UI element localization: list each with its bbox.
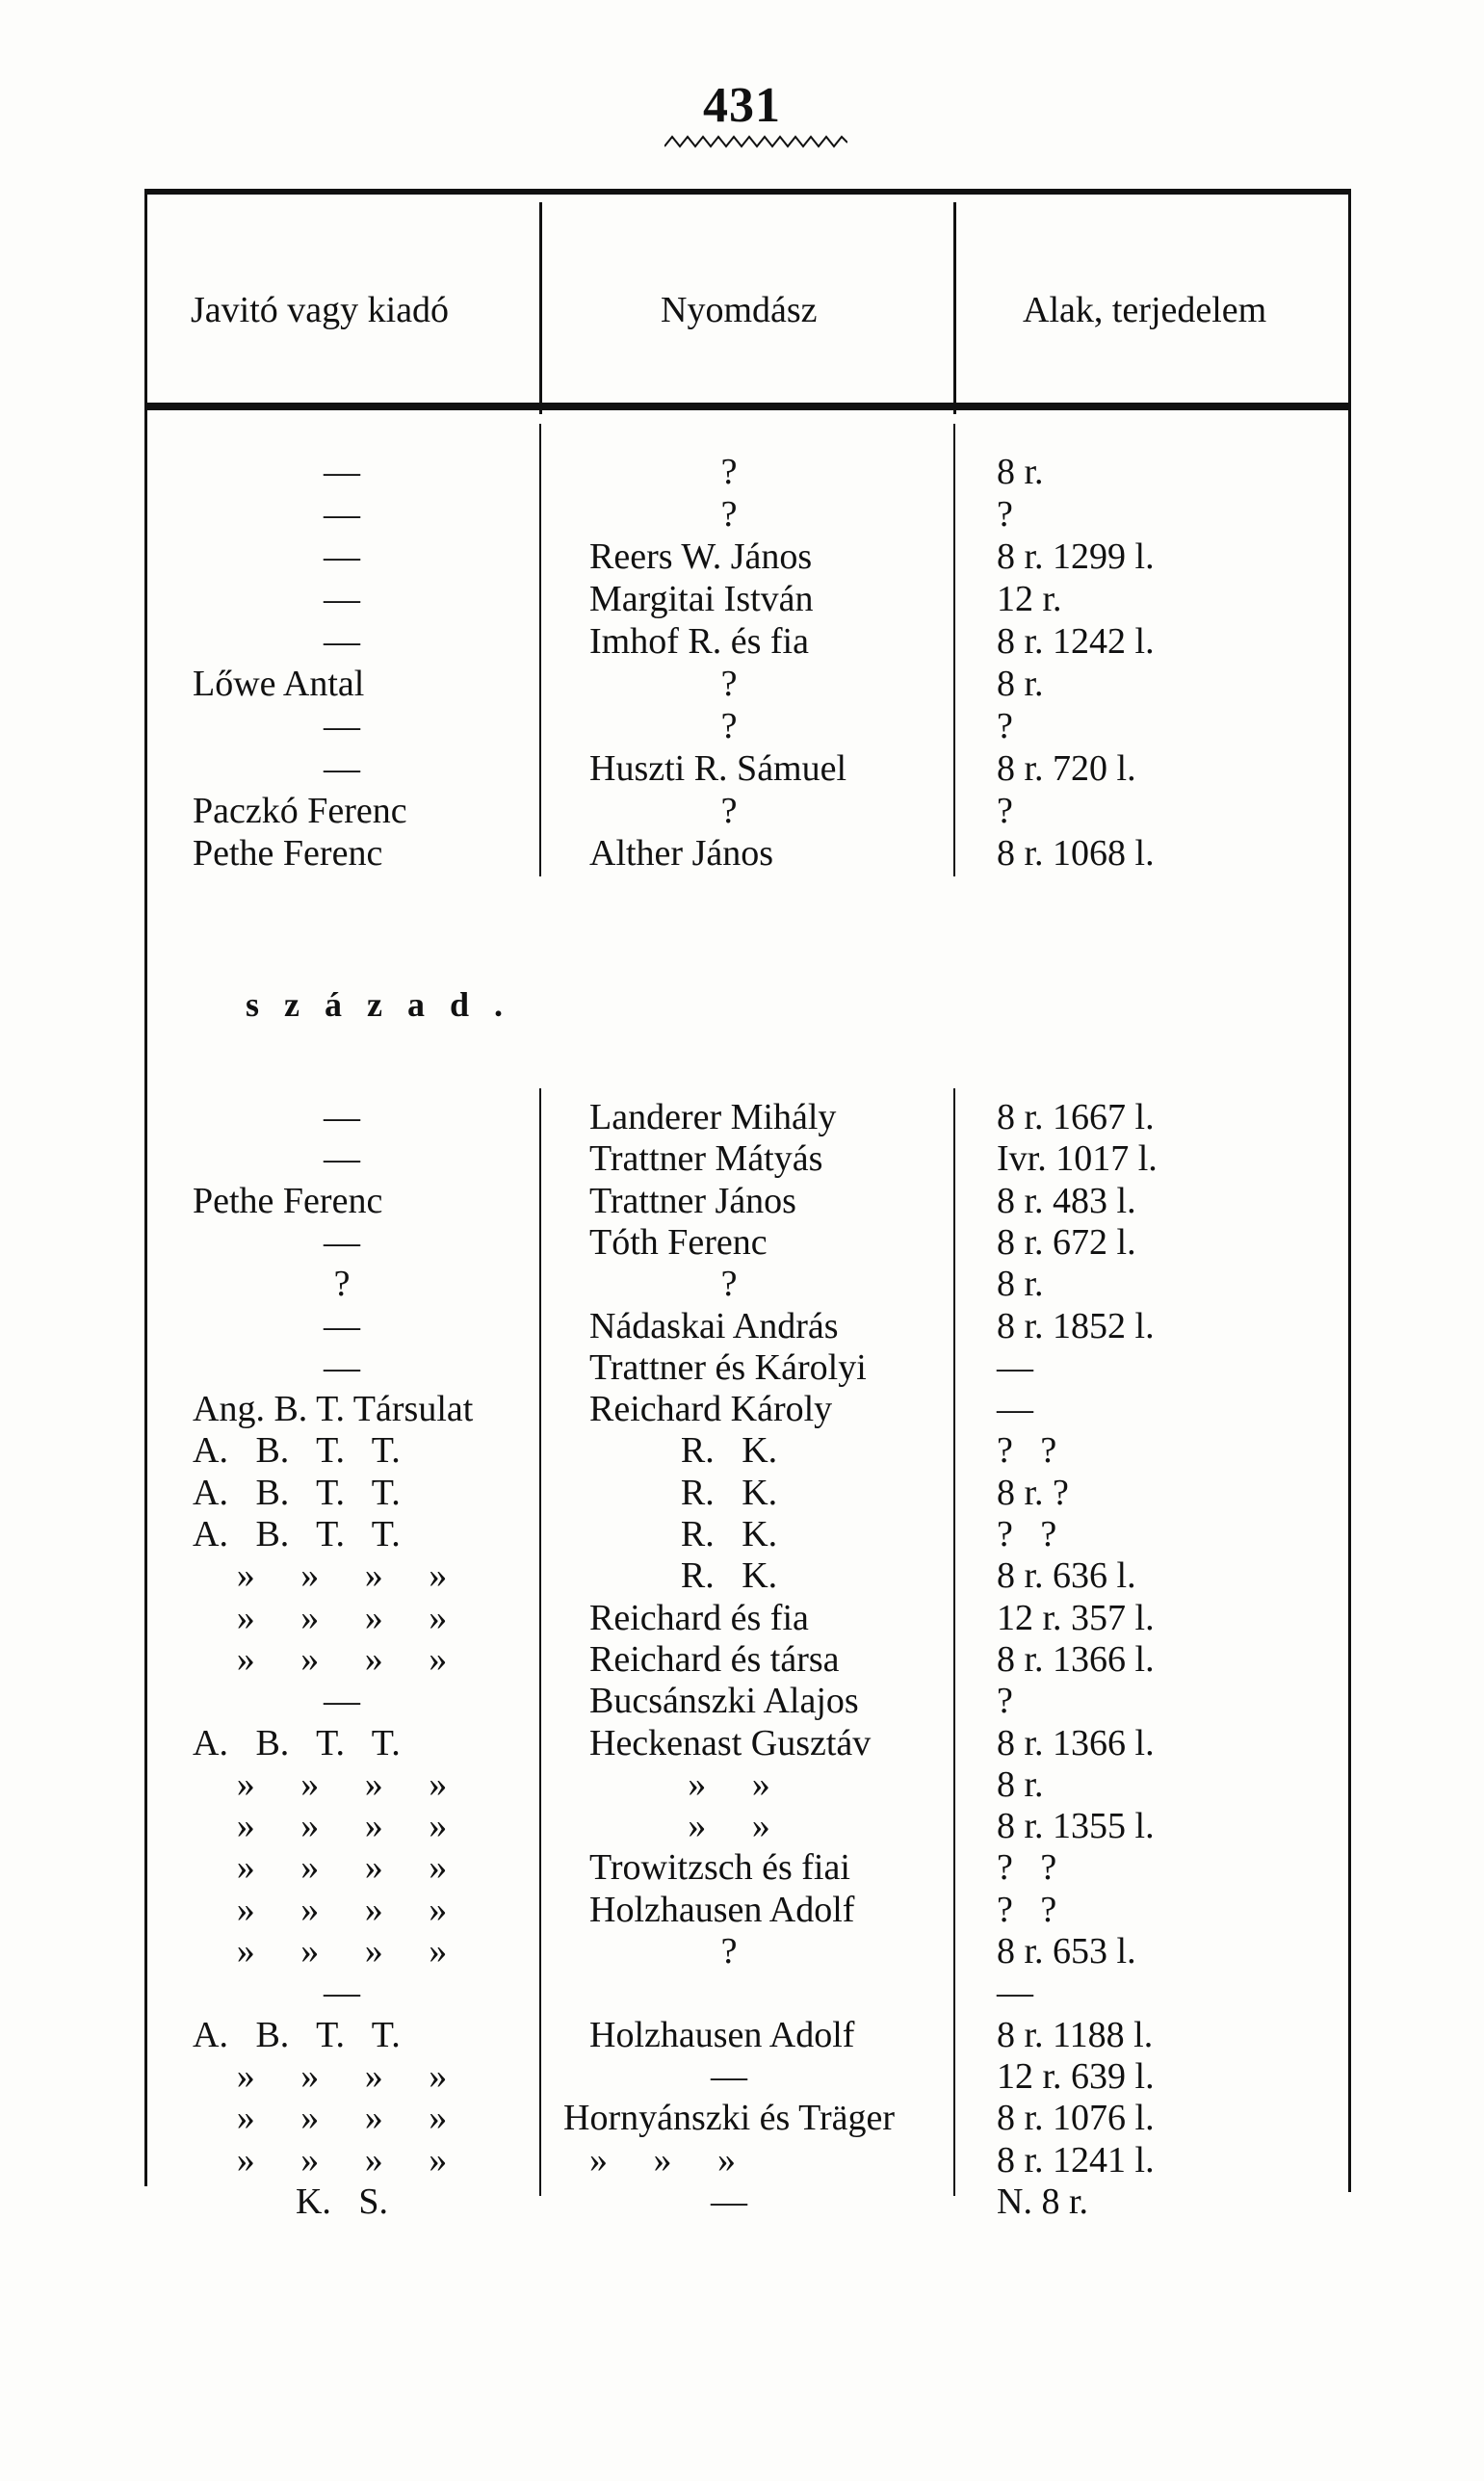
printer-cell: — <box>711 2055 747 2097</box>
table-row <box>0 1763 1484 1806</box>
format-cell: 8 r. <box>997 452 1044 492</box>
editor-cell: Ang. B. T. Társulat <box>193 1389 474 1430</box>
table-row <box>0 1180 1484 1222</box>
format-cell: 8 r. 1241 l. <box>997 2139 1155 2181</box>
printer-cell: Reichard és fia <box>589 1597 809 1638</box>
table-row <box>0 1137 1484 1180</box>
header-bottom-rule <box>144 403 1350 410</box>
editor-cell: — <box>324 452 360 492</box>
editor-cell: — <box>324 536 360 577</box>
editor-cell: A. B. T. T. <box>193 1722 401 1763</box>
table-row <box>0 2139 1484 2181</box>
format-cell: 8 r. ? <box>997 1472 1069 1513</box>
editor-cell: — <box>324 1097 360 1137</box>
format-cell: 12 r. <box>997 579 1062 619</box>
printer-cell: Reichard Károly <box>589 1389 833 1430</box>
printer-cell: Hornyánszki és Träger <box>563 2098 896 2139</box>
table-row <box>0 1305 1484 1347</box>
format-cell: 8 r. 1667 l. <box>997 1097 1155 1137</box>
format-cell: 8 r. 483 l. <box>997 1180 1136 1221</box>
table-row <box>0 1554 1484 1597</box>
format-cell: 8 r. 1366 l. <box>997 1722 1155 1763</box>
header-col3: Alak, terjedelem <box>1023 290 1267 330</box>
table-row <box>0 1388 1484 1430</box>
editor-cell: » » » » <box>236 2098 448 2139</box>
format-cell: 8 r. 720 l. <box>997 748 1136 789</box>
printer-cell: ? <box>720 1264 738 1305</box>
format-cell: ? ? <box>997 1514 1057 1554</box>
table-row <box>0 747 1484 790</box>
printer-cell: ? <box>720 664 738 704</box>
printer-cell: ? <box>720 1931 738 1972</box>
editor-cell: A. B. T. T. <box>193 2014 401 2055</box>
table-row <box>0 1972 1484 2014</box>
editor-cell: — <box>324 579 360 619</box>
format-cell: N. 8 r. <box>997 2181 1088 2222</box>
table-row <box>0 2014 1484 2056</box>
format-cell: 8 r. 1242 l. <box>997 621 1155 662</box>
format-cell: 8 r. <box>997 1264 1044 1305</box>
table-row <box>0 578 1484 620</box>
printer-cell: Trattner és Károlyi <box>589 1346 867 1388</box>
editor-cell: » » » » <box>236 1806 448 1847</box>
printer-cell: — <box>711 2181 747 2222</box>
page-number: 431 <box>703 78 781 133</box>
editor-cell: — <box>324 748 360 789</box>
col-divider-1 <box>539 202 542 414</box>
printer-cell: R. K. <box>680 1430 778 1472</box>
printer-cell: » » <box>688 1806 770 1847</box>
printer-cell: Huszti R. Sámuel <box>589 748 847 789</box>
format-cell: ? <box>997 706 1013 746</box>
editor-cell: — <box>324 1138 360 1180</box>
editor-cell: — <box>324 1972 360 2014</box>
table-row <box>0 2055 1484 2098</box>
printer-cell: ? <box>720 494 738 535</box>
table-row <box>0 1221 1484 1264</box>
editor-cell: — <box>324 621 360 662</box>
table-row <box>0 1680 1484 1722</box>
table-row <box>0 832 1484 875</box>
printer-cell: Trattner Mátyás <box>589 1138 823 1180</box>
table-top-rule <box>144 189 1350 195</box>
format-cell: ? ? <box>997 1847 1057 1889</box>
editor-cell: — <box>324 494 360 535</box>
editor-cell: » » » » <box>236 2055 448 2097</box>
format-cell: 8 r. 672 l. <box>997 1221 1136 1263</box>
table-row <box>0 2097 1484 2139</box>
printer-cell: Reichard és társa <box>589 1638 840 1680</box>
editor-cell: A. B. T. T. <box>193 1514 401 1554</box>
editor-cell: Lőwe Antal <box>193 664 365 704</box>
printer-cell: Alther János <box>589 833 774 874</box>
table-row <box>0 620 1484 663</box>
century-label: század. <box>246 985 528 1024</box>
format-cell: — <box>997 1389 1033 1430</box>
editor-cell: — <box>324 1221 360 1263</box>
table-row <box>0 1263 1484 1305</box>
table-row <box>0 663 1484 705</box>
table-row <box>0 790 1484 832</box>
table-row <box>0 2181 1484 2223</box>
printer-cell: » » <box>688 1763 770 1805</box>
format-cell: 8 r. 1299 l. <box>997 536 1155 577</box>
editor-cell: — <box>324 1346 360 1388</box>
format-cell: 8 r. 1068 l. <box>997 833 1155 874</box>
editor-cell: » » » » <box>236 1889 448 1930</box>
format-cell: 12 r. 357 l. <box>997 1597 1155 1638</box>
editor-cell: » » » » <box>236 1847 448 1889</box>
printer-cell: Holzhausen Adolf <box>589 2014 855 2055</box>
col-divider-2 <box>953 202 956 414</box>
format-cell: — <box>997 1346 1033 1388</box>
printer-cell: R. K. <box>680 1555 778 1597</box>
ornament-zigzag <box>664 133 847 148</box>
editor-cell: Paczkó Ferenc <box>193 791 407 831</box>
table-row <box>0 451 1484 493</box>
printer-cell: » » » <box>589 2139 736 2181</box>
format-cell: 8 r. <box>997 664 1044 704</box>
editor-cell: » » » » <box>236 1638 448 1680</box>
table-row <box>0 1597 1484 1639</box>
format-cell: ? <box>997 791 1013 831</box>
format-cell: — <box>997 1972 1033 2014</box>
printer-cell: Landerer Mihály <box>589 1097 837 1137</box>
format-cell: 8 r. 636 l. <box>997 1555 1136 1597</box>
printer-cell: ? <box>720 791 738 831</box>
table-row <box>0 1638 1484 1681</box>
printer-cell: Margitai István <box>589 579 814 619</box>
editor-cell: — <box>324 1681 360 1722</box>
header-col1: Javitó vagy kiadó <box>191 290 450 330</box>
table-row <box>0 493 1484 535</box>
format-cell: ? ? <box>997 1430 1057 1472</box>
table-row <box>0 1930 1484 1972</box>
format-cell: 12 r. 639 l. <box>997 2055 1155 2097</box>
format-cell: ? <box>997 1681 1013 1722</box>
format-cell: 8 r. 1188 l. <box>997 2014 1154 2055</box>
table-row <box>0 1429 1484 1472</box>
header-col2: Nyomdász <box>661 290 818 330</box>
format-cell: 8 r. 1852 l. <box>997 1305 1155 1346</box>
printer-cell: Tóth Ferenc <box>589 1221 768 1263</box>
printer-cell: Holzhausen Adolf <box>589 1889 855 1930</box>
format-cell: 8 r. 653 l. <box>997 1931 1136 1972</box>
table-row <box>0 1513 1484 1555</box>
printer-cell: Nádaskai András <box>589 1305 839 1346</box>
printer-cell: Imhof R. és fia <box>589 621 809 662</box>
editor-cell: Pethe Ferenc <box>193 1180 383 1221</box>
format-cell: Ivr. 1017 l. <box>997 1138 1158 1180</box>
editor-cell: » » » » <box>236 1597 448 1638</box>
printer-cell: Trattner János <box>589 1180 796 1221</box>
editor-cell: » » » » <box>236 1763 448 1805</box>
editor-cell: » » » » <box>236 2139 448 2181</box>
printer-cell: Trowitzsch és fiai <box>589 1847 850 1889</box>
format-cell: 8 r. 1076 l. <box>997 2098 1155 2139</box>
format-cell: ? ? <box>997 1889 1057 1930</box>
table-row <box>0 705 1484 747</box>
format-cell: 8 r. <box>997 1763 1044 1805</box>
format-cell: 8 r. 1355 l. <box>997 1806 1155 1847</box>
table-row <box>0 1346 1484 1389</box>
printer-cell: Heckenast Gusztáv <box>589 1722 872 1763</box>
editor-cell: — <box>324 1305 360 1346</box>
table-row <box>0 1846 1484 1889</box>
printer-cell: R. K. <box>680 1514 778 1554</box>
editor-cell: ? <box>333 1264 351 1305</box>
printer-cell: Reers W. János <box>589 536 813 577</box>
editor-cell: A. B. T. T. <box>193 1472 401 1513</box>
table-row <box>0 1472 1484 1514</box>
printer-cell: ? <box>720 706 738 746</box>
editor-cell: — <box>324 706 360 746</box>
editor-cell: Pethe Ferenc <box>193 833 383 874</box>
table-row <box>0 1889 1484 1931</box>
editor-cell: K. S. <box>295 2181 389 2222</box>
printer-cell: R. K. <box>680 1472 778 1513</box>
printer-cell: ? <box>720 452 738 492</box>
format-cell: ? <box>997 494 1013 535</box>
table-row <box>0 1722 1484 1764</box>
table-row <box>0 1096 1484 1138</box>
editor-cell: A. B. T. T. <box>193 1430 401 1472</box>
editor-cell: » » » » <box>236 1931 448 1972</box>
printer-cell: Bucsánszki Alajos <box>589 1681 859 1722</box>
table-row <box>0 1805 1484 1847</box>
table-row <box>0 535 1484 578</box>
format-cell: 8 r. 1366 l. <box>997 1638 1155 1680</box>
editor-cell: » » » » <box>236 1555 448 1597</box>
